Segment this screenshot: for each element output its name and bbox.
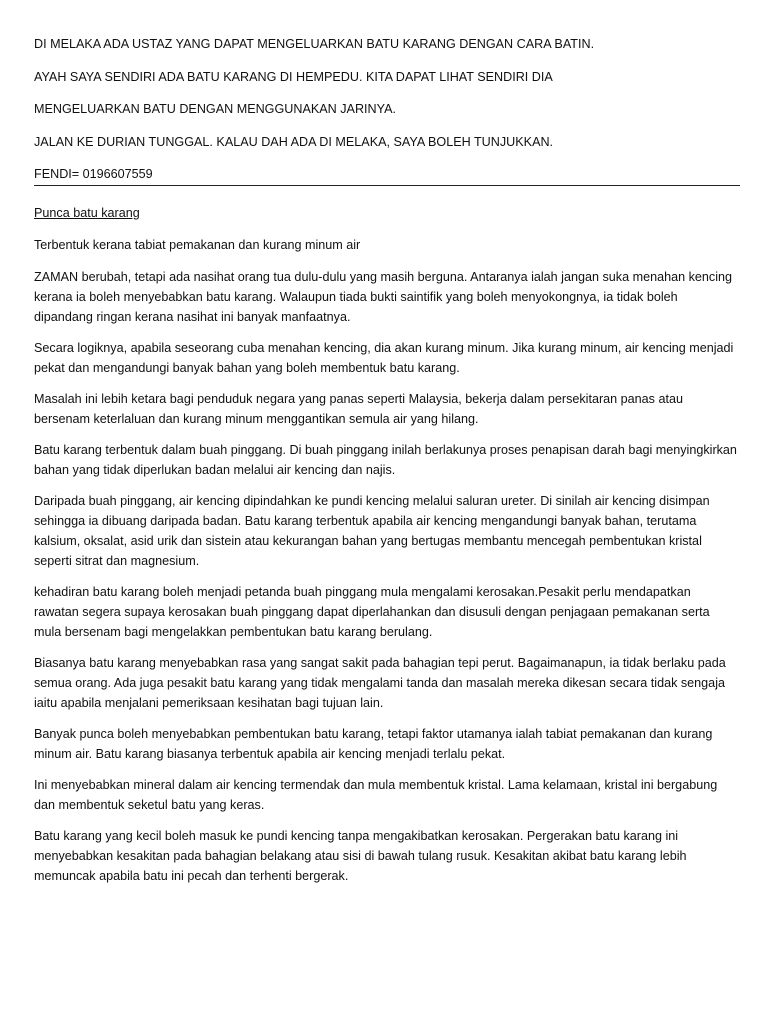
article-paragraph: Batu karang yang kecil boleh masuk ke pundi kencing tanpa mengakibatkan kerosakan. Pergerakan batu karang ini menyebabkan kesakitan pada bahagian belakang atau sisi di bawah tulang rusuk. Kesakitan akibat batu karang lebih memuncak apabila batu ini pecah dan terhenti bergerak. bbox=[34, 829, 687, 883]
article-paragraph: Batu karang terbentuk dalam buah pinggang. Di buah pinggang inilah berlakunya proses penapisan darah bagi menyingkirkan bahan yang tidak diperlukan badan melalui air kencing dan najis. bbox=[34, 443, 737, 477]
article-paragraph: Daripada buah pinggang, air kencing dipindahkan ke pundi kencing melalui saluran ureter. Di sinilah air kencing disimpan sehingga ia dibuang daripada badan. Batu karang terbentuk apabila air kencing mengandungi banyak bahan, terutama kalsium, oksalat, asid urik dan sistein atau kekurangan bahan yang bertugas membantu mencegah pembentukan kristal seperti sitrat dan magnesium. bbox=[34, 494, 710, 568]
article-paragraph: Banyak punca boleh menyebabkan pembentukan batu karang, tetapi faktor utamanya ialah tabiat pemakanan dan kurang minum air. Batu karang biasanya terbentuk apabila air kencing menjadi terlalu pekat. bbox=[34, 727, 713, 761]
notice-header bbox=[34, 34, 738, 184]
article-body bbox=[34, 203, 738, 886]
article-paragraph: Masalah ini lebih ketara bagi penduduk negara yang panas seperti Malaysia, bekerja dalam persekitaran panas atau bersenam keterlaluan dan kurang minum menggantikan semula air yang hilang. bbox=[34, 392, 683, 426]
article-intro: Terbentuk kerana tabiat pemakanan dan kurang minum air bbox=[34, 238, 361, 252]
notice-line: MENGELUARKAN BATU DENGAN MENGGUNAKAN JARINYA. bbox=[34, 102, 397, 116]
notice-line: DI MELAKA ADA USTAZ YANG DAPAT MENGELUARKAN BATU KARANG DENGAN CARA BATIN. bbox=[34, 37, 595, 51]
divider-line bbox=[34, 185, 740, 186]
article-paragraph: Biasanya batu karang menyebabkan rasa yang sangat sakit pada bahagian tepi perut. Bagaimanapun, ia tidak berlaku pada semua orang. Ada juga pesakit batu karang yang tidak mengalami tanda dan masalah mereka dikesan secara tidak sengaja iaitu apabila menjalani pemeriksaan kesihatan bagi tujuan lain. bbox=[34, 656, 726, 710]
article-paragraph: Ini menyebabkan mineral dalam air kencing termendak dan mula membentuk kristal. Lama kelamaan, kristal ini bergabung dan membentuk seketul batu yang keras. bbox=[34, 778, 718, 812]
notice-line: AYAH SAYA SENDIRI ADA BATU KARANG DI HEMPEDU. KITA DAPAT LIHAT SENDIRI DIA bbox=[34, 69, 553, 84]
article-paragraph: kehadiran batu karang boleh menjadi petanda buah pinggang mula mengalami kerosakan.Pesakit perlu mendapatkan rawatan segera supaya kerosakan buah pinggang dapat diperlahankan dan disusuli dengan penjagaan pemakanan serta mula bersenam bagi mengelakkan pembentukan batu karang berulang. bbox=[34, 585, 710, 639]
article-paragraph: Secara logiknya, apabila seseorang cuba menahan kencing, dia akan kurang minum. Jika kurang minum, air kencing menjadi pekat dan mengandungi banyak bahan yang boleh membentuk batu karang. bbox=[34, 341, 734, 375]
notice-line: JALAN KE DURIAN TUNGGAL. KALAU DAH ADA DI MELAKA, SAYA BOLEH TUNJUKKAN. bbox=[34, 134, 554, 149]
article-paragraph: ZAMAN berubah, tetapi ada nasihat orang tua dulu-dulu yang masih berguna. Antaranya ialah jangan suka menahan kencing kerana ia boleh menyebabkan batu karang. Walaupun tiada bukti saintifik yang boleh menyokongnya, ia tidak boleh dipandang ringan kerana nasihat ini banyak manfaatnya. bbox=[34, 270, 733, 324]
contact-line: FENDI= 0196607559 bbox=[34, 167, 153, 181]
article-heading: Punca batu karang bbox=[34, 206, 140, 220]
